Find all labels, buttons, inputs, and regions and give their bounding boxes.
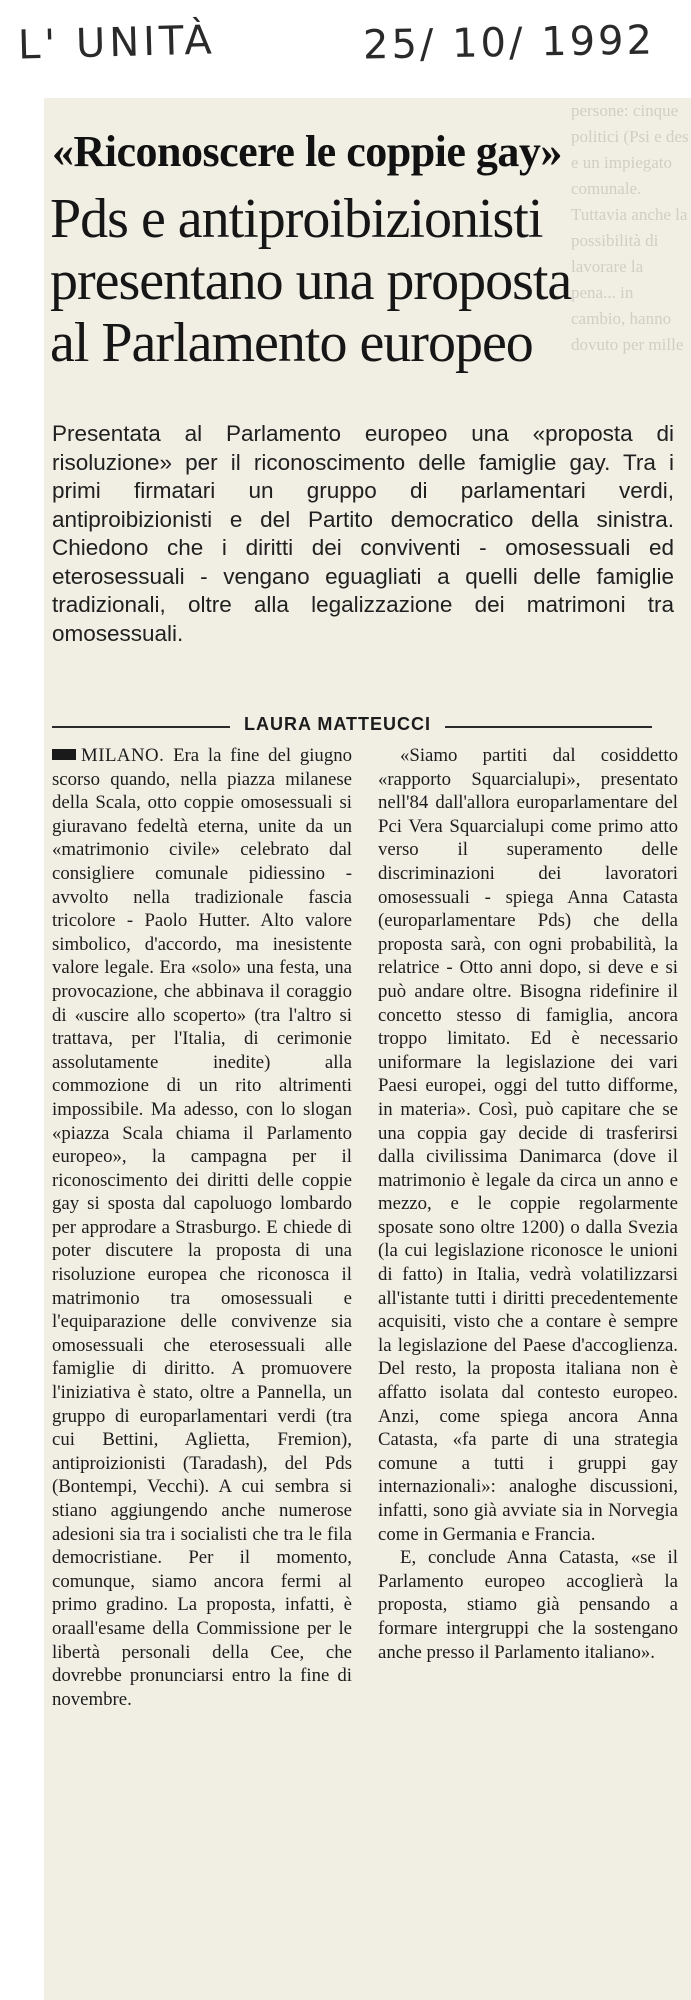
article-column-right — [378, 744, 678, 1664]
masthead — [0, 0, 691, 96]
right-paragraph-1: «Siamo partiti dal cosiddetto «rapporto Squarcialupi», presentato nell'84 dall'allora europarlamentare del Pci Vera Squarcialupi come primo atto verso il superamento delle discriminazioni dei lavoratori omosessuali - spiega Anna Catasta (europarlamentare Pds) che della proposta sarà, con ogni probabilità, la relatrice - Otto anni dopo, si deve e si può andare oltre. Bisogna ridefinire il concetto stesso di famiglia, ancora troppo limitato. Ed è necessario uniformare la legislazione dei vari Paesi europei, oggi del tutto difforme, in materia». Così, può capitare che se una coppia gay decide di trasferirsi dalla civilissima Danimarca (dove il matrimonio è legale da circa un anno e mezzo, e le coppie regolarmente sposate sono oltre 1200) o dalla Svezia (la cui legislazione riconosce le unioni di fatto) in Italia, vedrà volatilizzarsi all'istante tutti i diritti precedentemente acquisiti, visto che a contare è sempre la legislazione del Paese d'accoglienza. Del resto, la proposta italiana non è affatto isolata dal contesto europeo. Anzi, come spiega ancora Anna Catasta, «fa parte di una strategia comune a tutti i gruppi gay internazionali»: analoghe discussioni, infatti, sono già avviate sia in Norvegia come in Germania e Francia. — [378, 745, 678, 1545]
newspaper-name: L' UNITÀ — [17, 17, 217, 69]
article-byline: LAURA MATTEUCCI — [230, 714, 445, 735]
article-column-left — [52, 744, 352, 1711]
right-paragraph-2: E, conclude Anna Catasta, «se il Parlamento europeo accoglierà la proposta, stiamo già pensando a formare intergruppi che la sostengano anche presso il Parlamento italiano». — [378, 1547, 678, 1663]
left-paragraph — [52, 744, 352, 1711]
dateline: MILANO. — [81, 745, 165, 766]
article-kicker: «Riconoscere le coppie gay» — [52, 127, 562, 176]
clipping-date: 25/ 10/ 1992 — [362, 17, 656, 69]
dateline-marker — [52, 749, 76, 760]
article-lede: Presentata al Parlamento europeo una «proposta di risoluzione» per il riconoscimento delle famiglie gay. Tra i primi firmatari un gruppo di parlamentari verdi, antiproibizionisti e del Partito democratico della sinistra. Chiedono che i diritti dei conviventi - omosessuali ed eterosessuali - vengano eguagliati a quelli delle famiglie tradizionali, oltre alla legalizzazione dei matrimoni tra omosessuali. — [52, 421, 674, 646]
left-column-text: Era la fine del giugno scorso quando, nella piazza milanese della Scala, otto coppie omosessuali si giuravano fedeltà eterna, unite da un «matrimonio civile» celebrato dal consigliere comunale pidiessino - avvolto nella tradizionale fascia tricolore - Paolo Hutter. Alto valore simbolico, d'accordo, ma inesistente valore legale. Era «solo» una festa, una provocazione, che abbinava il coraggio di «uscire allo scoperto» (tra l'altro si trattava, per l'Italia, di cerimonie assolutamente inedite) alla commozione di un rito altrimenti impossibile. Ma adesso, con lo slogan «piazza Scala chiama il Parlamento europeo», la campagna per il riconoscimento dei diritti delle coppie gay si sposta dal capoluogo lombardo per approdare a Strasburgo. E chiede di poter discutere la proposta di una risoluzione europea che riconosca il matrimonio tra omosessuali e l'equiparazione delle convivenze sia omosessuali che eterosessuali alle famiglie di diritto. A promuovere l'iniziativa è stato, oltre a Pannella, un gruppo di europarlamentari verdi (tra cui Bettini, Aglietta, Fremion), antiproizionisti (Taradash), del Pds (Bontempi, Vecchi). A cui sembra si stiano aggiungendo anche numerose adesioni sia tra i socialisti che tra le fila democristiane. Per il momento, comunque, siamo ancora fermi al primo gradino. La proposta, infatti, è oraall'esame della Commissione per le libertà personali della Cee, che dovrebbe pronunciarsi entro la fine di novembre. — [52, 745, 352, 1710]
bleed-through-text: persone: cinque politici (Psi e des e un impiegato comunale. Tuttavia anche la possibilità di lavorare la pena... in cambio, hanno dovuto per mille — [571, 101, 689, 354]
article-headline: Pds e antiproibizionisti presentano una proposta al Parlamento europeo — [50, 188, 572, 374]
